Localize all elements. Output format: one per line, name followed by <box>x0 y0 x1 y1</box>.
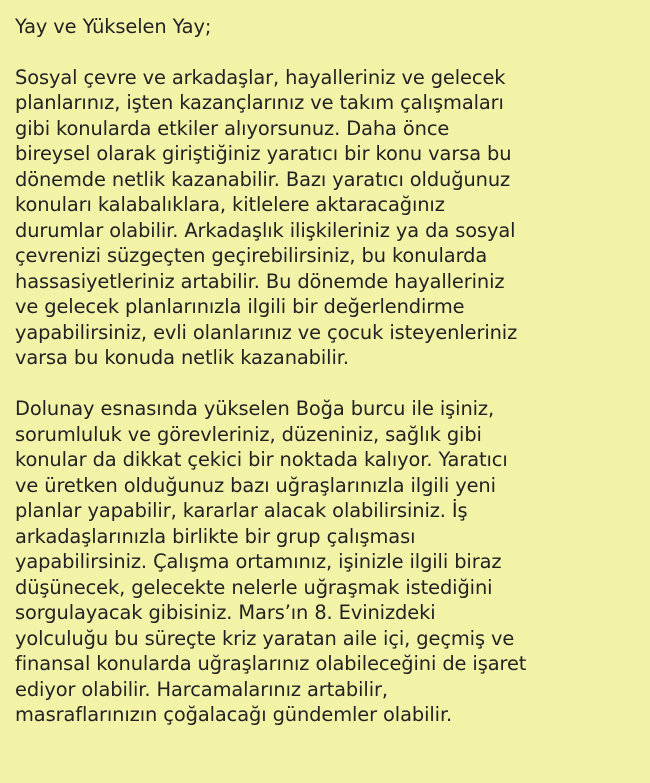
document-title: Yay ve Yükselen Yay; <box>15 15 212 38</box>
paragraph-line: ve gelecek planlarınızla ilgili bir değerlendirme <box>15 295 465 318</box>
paragraph-line: yapabilirsiniz. Çalışma ortamınız, işinizle ilgili biraz <box>15 550 502 573</box>
paragraph-yay <box>15 65 636 371</box>
paragraph-line: sorumluluk ve görevleriniz, düzeniniz, sağlık gibi <box>15 422 482 446</box>
paragraph-line: finansal konularda uğraşlarınız olabileceğini de işaret <box>15 652 527 675</box>
paragraph-line: planlarınız, işten kazançlarınız ve takım çalışmaları <box>15 91 504 114</box>
paragraph-line: dönemde netlik kazanabilir. Bazı yaratıcı olduğunuz <box>15 167 511 191</box>
paragraph-line: yolculuğu bu süreçte kriz yaratan aile içi, geçmiş ve <box>15 626 515 650</box>
paragraph-line: yapabilirsiniz, evli olanlarınız ve çocuk isteyenleriniz <box>15 320 518 344</box>
paragraph-line: varsa bu konuda netlik kazanabilir. <box>15 346 349 369</box>
paragraph-line: hassasiyetleriniz artabilir. Bu dönemde hayalleriniz <box>15 269 505 293</box>
paragraph-line: bireysel olarak giriştiğiniz yaratıcı bir konu varsa bu <box>15 142 512 165</box>
paragraph-line: Sosyal çevre ve arkadaşlar, hayalleriniz ve gelecek <box>15 65 506 89</box>
paragraph-line: konuları kalabalıklara, kitlelere aktaracağınız <box>15 193 445 216</box>
paragraph-line: ve üretken olduğunuz bazı uğraşlarınızla ilgili yeni <box>15 473 496 497</box>
paragraph-line: planlar yapabilir, kararlar alacak olabilirsiniz. İş <box>15 499 468 522</box>
paragraph-line: sorgulayacak gibisiniz. Mars’ın 8. Evinizdeki <box>15 601 436 624</box>
paragraph-dolunay <box>15 396 636 728</box>
paragraph-line: Dolunay esnasında yükselen Boğa burcu ile işiniz, <box>15 397 495 420</box>
paragraph-line: konular da dikkat çekici bir noktada kalıyor. Yaratıcı <box>15 448 508 471</box>
paragraph-line: durumlar olabilir. Arkadaşlık ilişkileriniz ya da sosyal <box>15 218 516 242</box>
paragraph-line: çevrenizi süzgeçten geçirebilirsiniz, bu konularda <box>15 244 488 267</box>
paragraph-line: masraflarınızın çoğalacağı gündemler olabilir. <box>15 703 453 726</box>
paragraph-line: gibi konularda etkiler alıyorsunuz. Daha önce <box>15 116 450 140</box>
paragraph-line: ediyor olabilir. Harcamalarınız artabilir, <box>15 677 388 701</box>
paragraph-line: düşünecek, gelecekte nelerle uğraşmak istediğini <box>15 575 493 599</box>
paragraph-line: arkadaşlarınızla birlikte bir grup çalışması <box>15 524 416 548</box>
